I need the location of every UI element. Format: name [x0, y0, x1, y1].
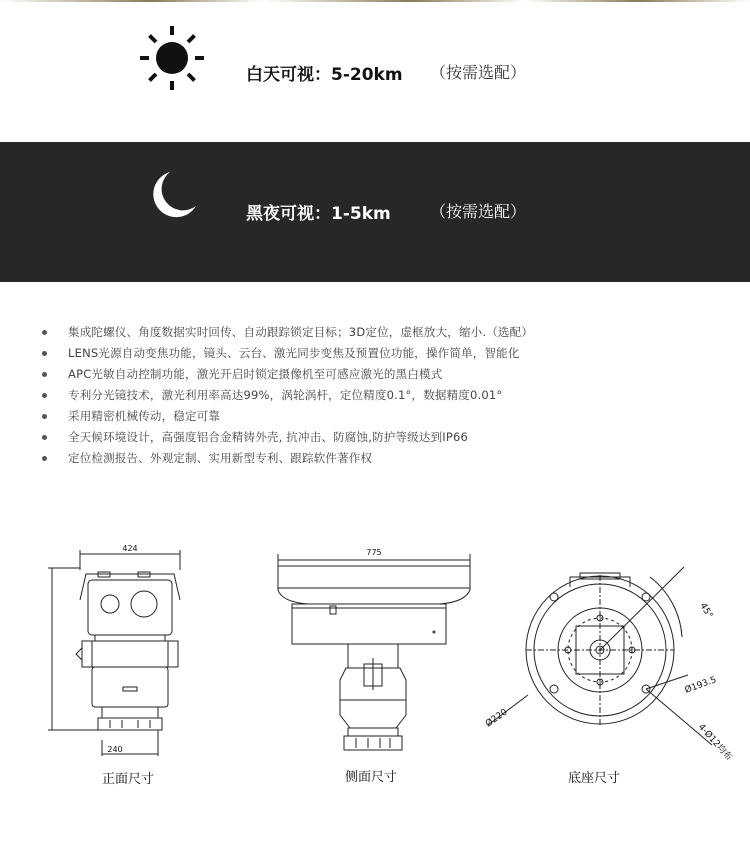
feature-text: 定位检测报告、外观定制、实用新型专利、跟踪软件著作权	[68, 451, 373, 465]
feature-item	[40, 406, 533, 427]
side-view-drawing	[270, 540, 480, 765]
feature-text: 集成陀螺仪、角度数据实时回传、自动跟踪锁定目标；3D定位，虚框放大，缩小.（选配）	[68, 325, 534, 339]
base-view-caption: 底座尺寸	[568, 771, 621, 786]
bullet-icon	[42, 456, 47, 461]
side-view-caption: 侧面尺寸	[345, 770, 398, 785]
feature-item	[40, 427, 533, 448]
bullet-icon	[42, 414, 47, 419]
base-bolt-diameter-label: Ø193.5	[683, 675, 718, 696]
sun-icon	[138, 24, 206, 92]
base-outer-diameter-label: Ø220	[483, 707, 510, 730]
bullet-icon	[42, 351, 47, 356]
day-mode-band	[0, 2, 750, 142]
feature-item	[40, 448, 533, 469]
night-range-label: 黑夜可视：1-5km	[246, 204, 391, 224]
moon-icon	[148, 170, 198, 220]
base-angle-label: 45°	[697, 601, 715, 621]
night-option-note: （按需选配）	[430, 202, 527, 221]
bullet-icon	[42, 330, 47, 335]
bullet-icon	[42, 372, 47, 377]
bullet-icon	[42, 435, 47, 440]
front-view-caption: 正面尺寸	[102, 772, 155, 787]
front-top-dimension: 424	[122, 544, 138, 553]
feature-item	[40, 364, 533, 385]
feature-text: LENS光源自动变焦功能，镜头、云台、激光同步变焦及预置位功能，操作简单，智能化	[68, 346, 520, 360]
base-view-drawing	[480, 555, 745, 775]
feature-item	[40, 385, 533, 406]
bullet-icon	[42, 393, 47, 398]
front-bottom-dimension: 240	[107, 745, 123, 754]
side-top-dimension: 775	[366, 548, 382, 557]
feature-text: 全天候环境设计，高强度铝合金精铸外壳, 抗冲击、防腐蚀,防护等级达到IP66	[68, 430, 469, 444]
day-range-label: 白天可视：5-20km	[246, 65, 403, 85]
feature-item	[40, 343, 533, 364]
feature-text: 采用精密机械传动，稳定可靠	[68, 409, 221, 423]
feature-text: 专利分光镜技术，激光利用率高达99%，涡轮涡杆，定位精度0.1°，数据精度0.01°	[68, 388, 503, 402]
base-holes-label: 4-Ø12均布	[695, 722, 734, 763]
day-option-note: （按需选配）	[430, 63, 527, 82]
night-mode-band	[0, 142, 750, 282]
front-view-drawing	[40, 540, 200, 765]
feature-item	[40, 322, 533, 343]
feature-text: APC光敏自动控制功能，激光开启时锁定摄像机至可感应激光的黑白模式	[68, 367, 443, 381]
feature-list	[40, 322, 533, 469]
